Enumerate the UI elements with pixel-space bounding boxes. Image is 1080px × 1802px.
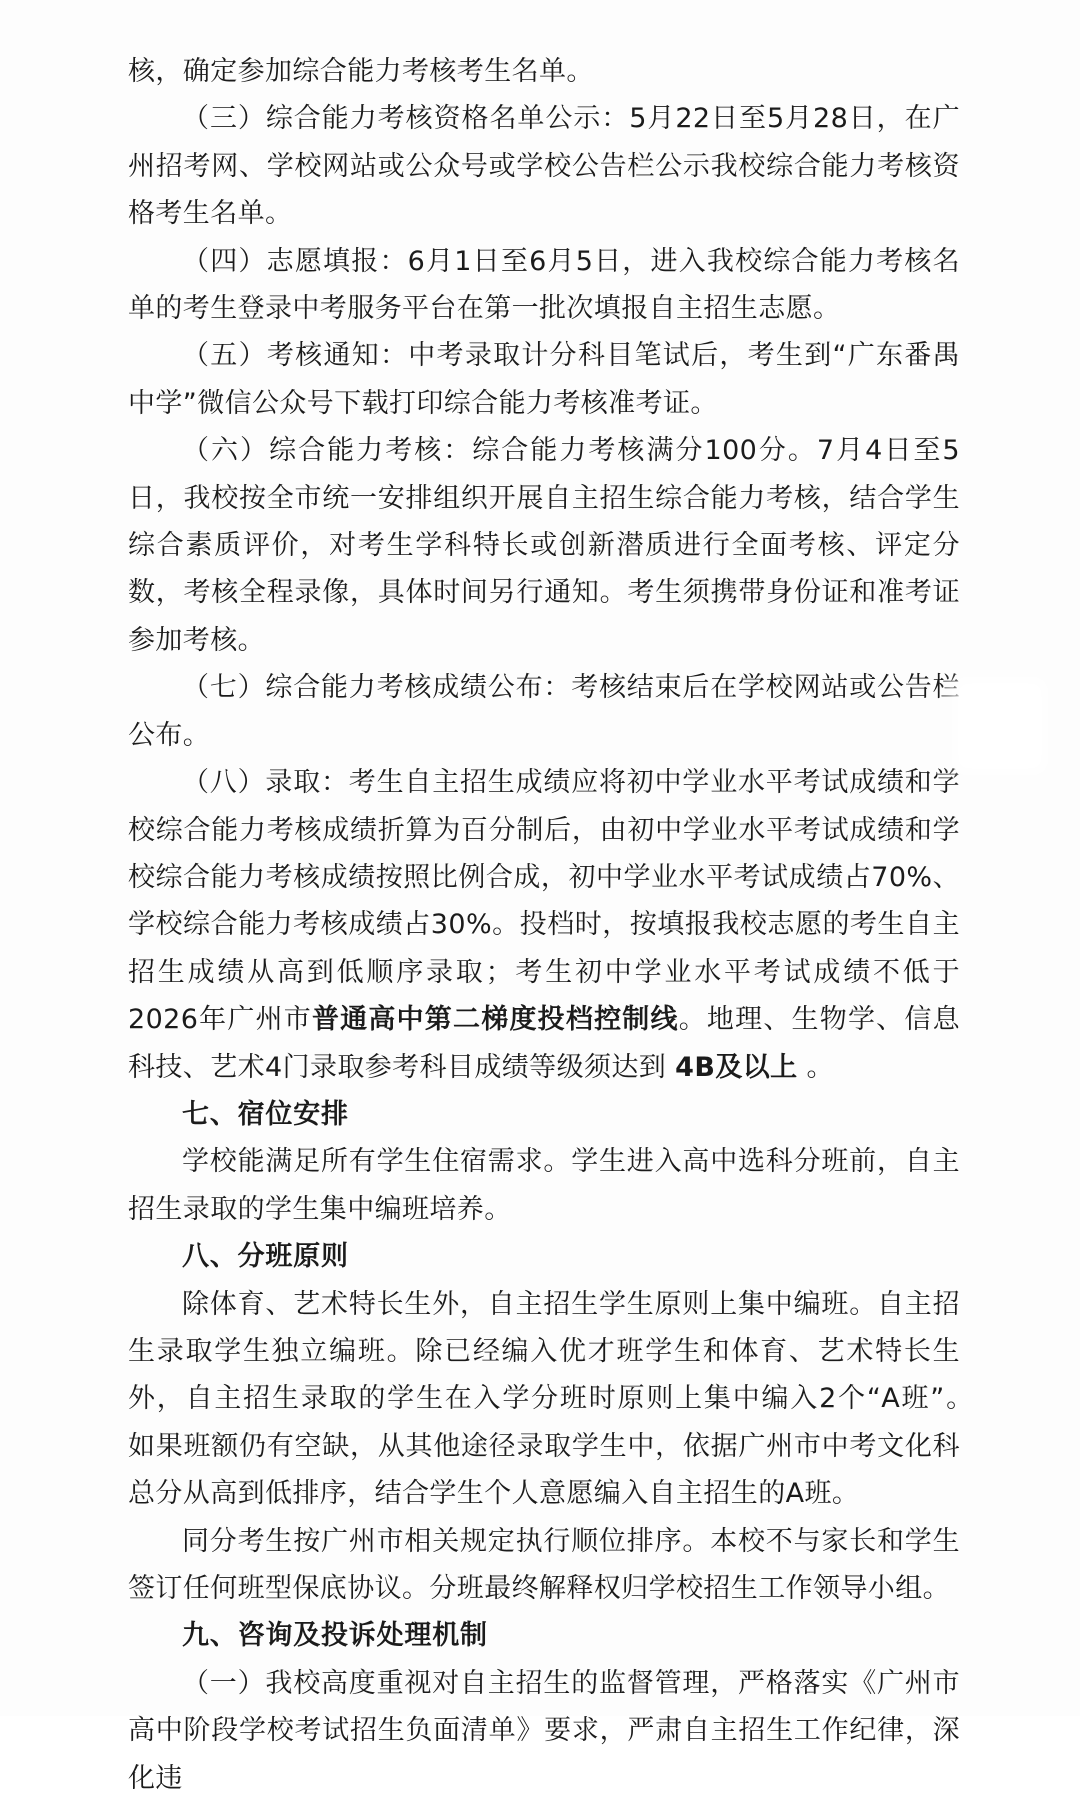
- section-heading-class-division: 八、分班原则: [182, 1241, 349, 1273]
- admission-control-line: 普通高中第二梯度投档控制线: [311, 1004, 679, 1036]
- admission-text-3: 。: [797, 1051, 834, 1083]
- paragraph-tie-ranking: 同分考生按广州市相关规定执行顺位排序。本校不与家长和学生签订任何班型保底协议。分班最终解释权归学校招生工作领导小组。: [128, 1525, 960, 1604]
- paragraph-supervision: （一）我校高度重视对自主招生的监督管理，严格落实《广州市高中阶段学校考试招生负面清单》要求，严肃自主招生工作纪律，深化违: [128, 1667, 960, 1794]
- paragraph-admission: [128, 759, 960, 1091]
- section-heading-complaints: 九、咨询及投诉处理机制: [182, 1620, 488, 1652]
- paragraph-comprehensive-assessment: （六）综合能力考核：综合能力考核满分100分。7月4日至5日，我校按全市统一安排组织开展自主招生综合能力考核，结合学生综合素质评价，对考生学科特长或创新潜质进行全面考核、评定分数，考核全程录像，具体时间另行通知。考生须携带身份证和准考证参加考核。: [128, 435, 960, 656]
- paragraph-exam-notice: （五）考核通知：中考录取计分科目笔试后，考生到“广东番禺中学”微信公众号下载打印综合能力考核准考证。: [128, 340, 960, 419]
- admission-grade-requirement: 4B及以上: [675, 1051, 798, 1083]
- section-heading-dormitory: 七、宿位安排: [182, 1098, 349, 1130]
- admission-text-2: 。地理、生物学、信息科技、艺术4门录取参考科目成绩等级须达到: [128, 1004, 960, 1083]
- paragraph-score-announcement: （七）综合能力考核成绩公布：考核结束后在学校网站或公告栏公布。: [128, 672, 960, 751]
- paragraph-continued: 核，确定参加综合能力考核考生名单。: [128, 56, 594, 87]
- paragraph-qualification-list-publicity: （三）综合能力考核资格名单公示：5月22日至5月28日，在广州招考网、学校网站或公众号或学校公告栏公示我校综合能力考核资格考生名单。: [128, 103, 960, 230]
- admission-text-1: （八）录取：考生自主招生成绩应将初中学业水平考试成绩和学校综合能力考核成绩折算为百分制后，由初中学业水平考试成绩和学校综合能力考核成绩按照比例合成，初中学业水平考试成绩占70%、学校综合能力考核成绩占30%。投档时，按填报我校志愿的考生自主招生成绩从高到低顺序录取；考生初中学业水平考试成绩不低于2026年广州市: [128, 767, 960, 1036]
- paragraph-class-division: 除体育、艺术特长生外，自主招生学生原则上集中编班。自主招生录取学生独立编班。除已经编入优才班学生和体育、艺术特长生外，自主招生录取的学生在入学分班时原则上集中编入2个“A班”。 如果班额仍有空缺，从其他途径录取学生中，依据广州市中考文化科总分从高到低排序，结合学生个人意愿编入自主招生的A班。: [128, 1288, 988, 1510]
- paragraph-application: （四）志愿填报：6月1日至6月5日，进入我校综合能力考核名单的考生登录中考服务平台在第一批次填报自主招生志愿。: [128, 245, 960, 325]
- document-body: [128, 48, 988, 1802]
- paragraph-dormitory: 学校能满足所有学生住宿需求。学生进入高中选科分班前，自主招生录取的学生集中编班培养。: [128, 1146, 960, 1225]
- scan-glare: [965, 690, 1035, 762]
